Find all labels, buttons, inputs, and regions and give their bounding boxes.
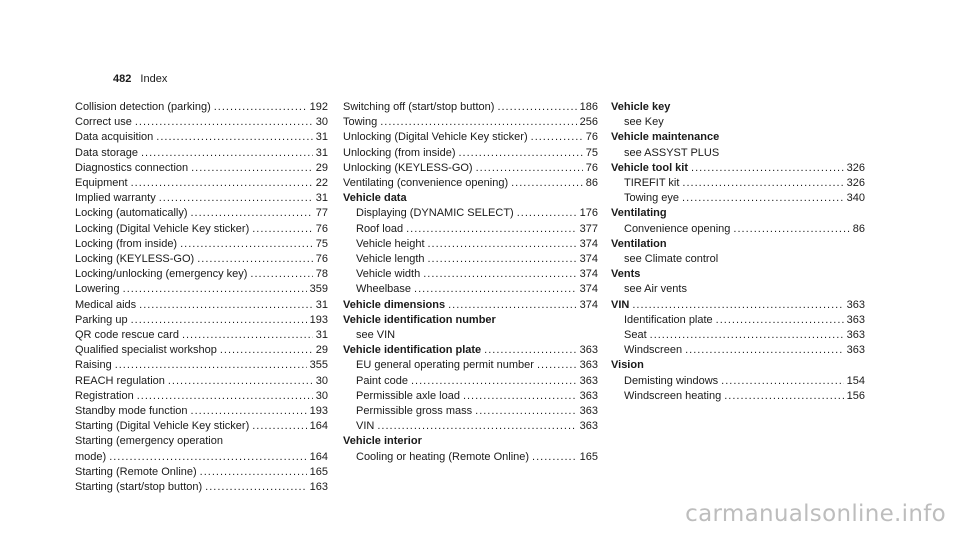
see-reference: see Key <box>624 116 664 129</box>
dot-leader <box>135 115 313 130</box>
index-entry <box>75 222 328 237</box>
page-reference: 75 <box>315 237 328 250</box>
index-entry <box>343 358 598 373</box>
page-reference: 377 <box>579 222 598 235</box>
index-heading: Vision <box>611 359 644 372</box>
entry-label: Lowering <box>75 283 120 296</box>
index-entry <box>75 374 328 389</box>
entry-label: Standby mode function <box>75 405 188 418</box>
index-heading: Ventilating <box>611 207 667 220</box>
index-entry <box>343 419 598 434</box>
index-entry <box>343 130 598 145</box>
entry-label: Vehicle tool kit <box>611 161 689 174</box>
entry-label: Data acquisition <box>75 131 154 144</box>
page-reference: 163 <box>309 481 328 494</box>
index-entry <box>611 343 865 358</box>
dot-leader <box>159 191 313 206</box>
index-entry <box>75 130 328 145</box>
entry-label: Convenience opening <box>624 222 731 235</box>
page-reference: 154 <box>846 374 865 387</box>
page-reference: 363 <box>846 298 865 311</box>
dot-leader <box>220 343 313 358</box>
dot-leader <box>650 328 844 343</box>
index-entry <box>75 267 328 282</box>
page-reference: 374 <box>579 268 598 281</box>
dot-leader <box>428 252 577 267</box>
dot-leader <box>511 176 583 191</box>
index-entry <box>611 176 865 191</box>
see-reference: see Climate control <box>624 253 719 266</box>
entry-label: Paint code <box>356 374 408 387</box>
watermark: carmanualsonline.info <box>685 501 946 527</box>
page-reference: 30 <box>315 116 328 129</box>
index-entry <box>75 313 328 328</box>
entry-label: Locking (from inside) <box>75 237 178 250</box>
page-reference: 31 <box>315 192 328 205</box>
dot-leader <box>721 374 843 389</box>
index-entry <box>75 252 328 267</box>
index-heading <box>343 343 598 358</box>
page-reference: 363 <box>579 359 598 372</box>
dot-leader <box>716 313 844 328</box>
index-entry <box>75 419 328 434</box>
page-reference: 156 <box>846 389 865 402</box>
index-heading <box>343 298 598 313</box>
index-heading: Vehicle key <box>611 101 671 113</box>
entry-label: VIN <box>611 298 630 311</box>
dot-leader <box>682 191 844 206</box>
index-entry <box>343 161 598 176</box>
index-entry <box>75 389 328 404</box>
index-column-3 <box>611 100 865 404</box>
index-entry <box>343 450 598 465</box>
dot-leader <box>414 282 577 297</box>
dot-leader <box>517 206 577 221</box>
entry-label: Collision detection (parking) <box>75 101 211 113</box>
page-reference: 29 <box>315 344 328 357</box>
dot-leader <box>733 222 849 237</box>
page-reference: 78 <box>315 268 328 281</box>
index-entry <box>75 282 328 297</box>
see-reference: see Air vents <box>624 283 687 296</box>
entry-label: Seat <box>624 329 647 342</box>
entry-label: Unlocking (KEYLESS-GO) <box>343 161 473 174</box>
dot-leader <box>428 237 577 252</box>
entry-label: Towing <box>343 116 378 129</box>
entry-label: Windscreen heating <box>624 389 722 402</box>
dot-leader <box>423 267 576 282</box>
index-entry <box>75 404 328 419</box>
dot-leader <box>463 389 577 404</box>
entry-label: Demisting windows <box>624 374 719 387</box>
index-entry-continued: Starting (emergency operation <box>75 435 223 448</box>
page-reference: 29 <box>315 161 328 174</box>
dot-leader <box>214 100 307 115</box>
dot-leader <box>497 100 576 115</box>
page-reference: 86 <box>852 222 865 235</box>
page-reference: 165 <box>579 450 598 463</box>
entry-label: Cooling or heating (Remote Online) <box>356 450 530 463</box>
entry-label: Vehicle height <box>356 237 425 250</box>
page-reference: 363 <box>579 405 598 418</box>
dot-leader <box>682 176 843 191</box>
page-number: 482 <box>113 73 132 85</box>
index-heading: Vehicle interior <box>343 435 422 448</box>
page-reference: 193 <box>309 405 328 418</box>
dot-leader <box>182 328 313 343</box>
index-entry <box>343 282 598 297</box>
entry-label: Vehicle dimensions <box>343 298 446 311</box>
page-reference: 359 <box>309 283 328 296</box>
dot-leader <box>131 176 313 191</box>
index-entry <box>611 222 865 237</box>
dot-leader <box>250 267 312 282</box>
entry-label: Permissible axle load <box>356 389 460 402</box>
entry-label: Equipment <box>75 177 128 190</box>
entry-label: Displaying (DYNAMIC SELECT) <box>356 207 514 220</box>
dot-leader <box>123 282 307 297</box>
dot-leader <box>252 222 313 237</box>
entry-label: Raising <box>75 359 112 372</box>
entry-label: Locking/unlocking (emergency key) <box>75 268 248 281</box>
dot-leader <box>139 298 313 313</box>
dot-leader <box>484 343 576 358</box>
page-reference: 76 <box>585 131 598 144</box>
page-reference: 363 <box>846 344 865 357</box>
index-entry <box>611 191 865 206</box>
index-entry <box>343 252 598 267</box>
page-reference: 326 <box>846 177 865 190</box>
dot-leader <box>168 374 313 389</box>
page-title: Index <box>140 73 168 85</box>
dot-leader <box>131 313 307 328</box>
index-entry <box>343 222 598 237</box>
entry-label: Starting (Digital Vehicle Key sticker) <box>75 420 250 433</box>
entry-label: Wheelbase <box>356 283 412 296</box>
index-entry <box>343 146 598 161</box>
index-entry <box>75 450 328 465</box>
entry-label: Starting (start/stop button) <box>75 481 203 494</box>
page-reference: 374 <box>579 253 598 266</box>
dot-leader <box>252 419 306 434</box>
index-heading <box>611 161 865 176</box>
index-heading: Vents <box>611 268 641 281</box>
entry-label: Roof load <box>356 222 404 235</box>
dot-leader <box>191 404 307 419</box>
dot-leader <box>458 146 582 161</box>
see-reference: see VIN <box>356 329 396 342</box>
entry-label: Vehicle length <box>356 253 425 266</box>
index-column-2 <box>343 100 598 465</box>
page-reference: 363 <box>579 420 598 433</box>
entry-label: Identification plate <box>624 313 713 326</box>
page-reference: 363 <box>579 374 598 387</box>
page-reference: 75 <box>585 146 598 159</box>
entry-label: VIN <box>356 420 375 433</box>
entry-label: Locking (Digital Vehicle Key sticker) <box>75 222 250 235</box>
index-entry <box>343 237 598 252</box>
page-reference: 186 <box>579 101 598 113</box>
page-reference: 340 <box>846 192 865 205</box>
page-reference: 374 <box>579 237 598 250</box>
index-entry <box>75 298 328 313</box>
page-reference: 164 <box>309 420 328 433</box>
index-entry <box>343 404 598 419</box>
entry-label: Diagnostics connection <box>75 161 189 174</box>
page-reference: 256 <box>579 116 598 129</box>
page-reference: 363 <box>846 329 865 342</box>
dot-leader <box>724 389 843 404</box>
index-entry <box>611 374 865 389</box>
entry-label: Data storage <box>75 146 138 159</box>
dot-leader <box>406 222 577 237</box>
entry-label: Medical aids <box>75 298 137 311</box>
index-entry <box>75 191 328 206</box>
dot-leader <box>156 130 312 145</box>
dot-leader <box>137 389 313 404</box>
index-entry <box>343 115 598 130</box>
index-entry <box>75 146 328 161</box>
dot-leader <box>141 146 313 161</box>
dot-leader <box>531 130 583 145</box>
index-entry <box>75 237 328 252</box>
index-entry <box>611 389 865 404</box>
page-reference: 31 <box>315 146 328 159</box>
index-heading <box>611 298 865 313</box>
entry-label: TIREFIT kit <box>624 177 680 190</box>
page-reference: 355 <box>309 359 328 372</box>
dot-leader <box>115 358 307 373</box>
index-heading: Vehicle identification number <box>343 313 496 326</box>
page-reference: 363 <box>579 344 598 357</box>
dot-leader <box>197 252 313 267</box>
index-entry <box>75 115 328 130</box>
entry-label: Implied warranty <box>75 192 156 205</box>
index-heading: Vehicle maintenance <box>611 131 720 144</box>
entry-label: Windscreen <box>624 344 683 357</box>
dot-leader <box>191 161 313 176</box>
index-entry <box>75 206 328 221</box>
index-entry <box>75 358 328 373</box>
page-reference: 31 <box>315 298 328 311</box>
index-heading: Ventilation <box>611 237 667 250</box>
entry-label: Towing eye <box>624 192 680 205</box>
entry-label: Permissible gross mass <box>356 405 473 418</box>
page-header <box>113 73 167 85</box>
see-reference: see ASSYST PLUS <box>624 146 720 159</box>
entry-label: Vehicle identification plate <box>343 344 482 357</box>
dot-leader <box>411 374 577 389</box>
index-entry <box>75 465 328 480</box>
dot-leader <box>191 206 313 221</box>
index-entry <box>75 328 328 343</box>
entry-label: Vehicle width <box>356 268 421 281</box>
entry-label: Switching off (start/stop button) <box>343 101 495 113</box>
dot-leader <box>691 161 844 176</box>
index-entry <box>343 100 598 115</box>
index-entry <box>343 389 598 404</box>
entry-label: EU general operating permit number <box>356 359 534 372</box>
dot-leader <box>200 465 307 480</box>
index-heading: Vehicle data <box>343 192 407 205</box>
index-entry <box>343 176 598 191</box>
dot-leader <box>476 161 583 176</box>
dot-leader <box>448 298 577 313</box>
entry-label: Registration <box>75 389 134 402</box>
page-reference: 164 <box>309 450 328 463</box>
index-entry <box>75 343 328 358</box>
page-reference: 176 <box>579 207 598 220</box>
index-column-1 <box>75 100 328 495</box>
page-reference: 30 <box>315 374 328 387</box>
index-entry <box>75 100 328 115</box>
dot-leader <box>380 115 576 130</box>
entry-label: Locking (KEYLESS-GO) <box>75 253 195 266</box>
index-entry <box>343 267 598 282</box>
page-reference: 77 <box>315 207 328 220</box>
page-reference: 374 <box>579 283 598 296</box>
page-reference: 192 <box>309 101 328 113</box>
page-reference: 363 <box>846 313 865 326</box>
dot-leader <box>537 358 577 373</box>
index-entry <box>75 480 328 495</box>
page-reference: 30 <box>315 389 328 402</box>
dot-leader <box>632 298 843 313</box>
dot-leader <box>180 237 313 252</box>
entry-label: Locking (automatically) <box>75 207 188 220</box>
index-entry <box>611 328 865 343</box>
page-reference: 363 <box>579 389 598 402</box>
index-entry <box>343 374 598 389</box>
entry-label: Unlocking (Digital Vehicle Key sticker) <box>343 131 528 144</box>
dot-leader <box>109 450 306 465</box>
page-reference: 22 <box>315 177 328 190</box>
page-reference: 193 <box>309 313 328 326</box>
dot-leader <box>685 343 844 358</box>
entry-label: mode) <box>75 450 107 463</box>
page-reference: 326 <box>846 161 865 174</box>
index-entry <box>75 176 328 191</box>
index-entry <box>75 161 328 176</box>
page-reference: 165 <box>309 465 328 478</box>
dot-leader <box>205 480 306 495</box>
page-reference: 31 <box>315 131 328 144</box>
entry-label: Correct use <box>75 116 132 129</box>
page-reference: 374 <box>579 298 598 311</box>
entry-label: Starting (Remote Online) <box>75 465 197 478</box>
index-entry <box>611 313 865 328</box>
entry-label: Qualified specialist workshop <box>75 344 217 357</box>
index-entry <box>343 206 598 221</box>
entry-label: Unlocking (from inside) <box>343 146 456 159</box>
page-reference: 76 <box>315 253 328 266</box>
page-reference: 76 <box>315 222 328 235</box>
entry-label: Ventilating (convenience opening) <box>343 177 509 190</box>
entry-label: QR code rescue card <box>75 329 179 342</box>
entry-label: REACH regulation <box>75 374 165 387</box>
dot-leader <box>377 419 576 434</box>
dot-leader <box>475 404 577 419</box>
page-reference: 31 <box>315 329 328 342</box>
page-reference: 86 <box>585 177 598 190</box>
page-reference: 76 <box>585 161 598 174</box>
dot-leader <box>532 450 577 465</box>
entry-label: Parking up <box>75 313 128 326</box>
